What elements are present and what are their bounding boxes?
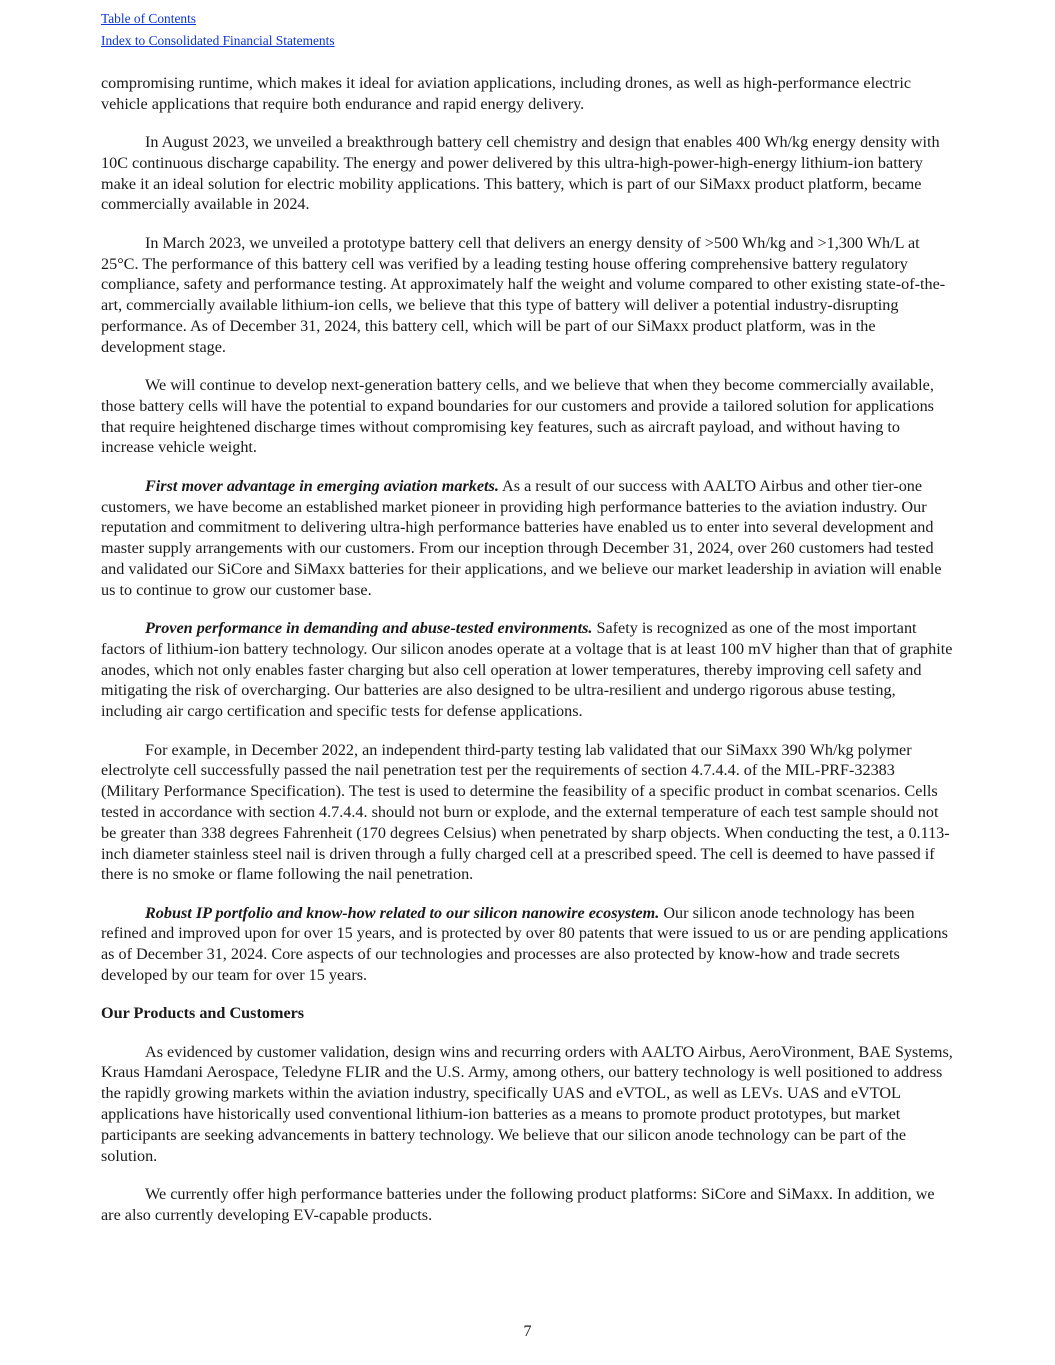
table-of-contents-link[interactable]: Table of Contents xyxy=(101,11,197,26)
paragraph-customer-validation: As evidenced by customer validation, design wins and recurring orders with AALTO Airbus, AeroVironment, BAE Systems, Kraus Hamdani Aerospace, Teledyne FLIR and the U.S. Army, among others, our battery technology is well positioned to address the rapidly growing markets within the aviation industry, specifically UAS and eVTOL, as well as LEVs. UAS and eVTOL applications have historically used conventional lithium-ion batteries as a means to promote product prototypes, but market participants are seeking advancements in battery technology. We believe that our silicon anode technology can be part of the solution. xyxy=(101,1042,953,1165)
paragraph-lead-ip-portfolio: Robust IP portfolio and know-how related to our silicon nanowire ecosystem. xyxy=(145,903,660,922)
paragraph-proven-performance xyxy=(101,618,957,722)
paragraph-next-generation: We will continue to develop next-generation battery cells, and we believe that when they become commercially available, those battery cells will have the potential to expand boundaries for our customers and provide a tailored solution for applications that require heightened discharge times without compromising key features, such as aircraft payload, and without having to increase vehicle weight. xyxy=(101,376,934,457)
paragraph-ip-portfolio xyxy=(101,903,957,986)
paragraph-first-mover xyxy=(101,476,957,601)
paragraph-march-2023: In March 2023, we unveiled a prototype battery cell that delivers an energy density of >500 Wh/kg and >1,300 Wh/L at 25°C. The performance of this battery cell was verified by a leading testing house offering comprehensive battery regulatory compliance, safety and performance testing. At approximately half the weight and volume compared to other existing state-of-the-art, commercially available lithium-ion cells, we believe that this type of battery will deliver a potential industry-disrupting performance. As of December 31, 2024, this battery cell, which will be part of our SiMaxx product platform, was in the development stage. xyxy=(101,233,946,356)
paragraph-lead-proven-performance: Proven performance in demanding and abuse-tested environments. xyxy=(145,619,593,638)
navigation-links xyxy=(101,8,335,51)
paragraph-body-first-mover: As a result of our success with AALTO Airbus and other tier-one customers, we have become an established market pioneer in providing high performance batteries to the aviation industry. Our reputation and commitment to delivering ultra-high performance batteries have enabled us to enter into several development and master supply arrangements with our customers. From our inception through December 31, 2024, over 260 customers had tested and validated our SiCore and SiMaxx batteries for their applications, and we believe our market leadership in aviation will enable us to continue to grow our customer base. xyxy=(101,476,942,599)
paragraph-body-proven-performance: Safety is recognized as one of the most important factors of lithium-ion battery technology. Our silicon anodes operate at a voltage that is at least 100 mV higher than that of graphite anodes, which not only enables faster charging but also cell operation at lower temperatures, thereby improving cell safety and mitigating the risk of overcharging. Our batteries are also designed to be ultra-resilient and undergo rigorous abuse testing, including air cargo certification and specific tests for defense applications. xyxy=(101,619,953,721)
page-number: 7 xyxy=(523,1323,532,1340)
document-body xyxy=(101,73,957,1243)
section-heading-products-customers: Our Products and Customers xyxy=(101,1004,305,1023)
paragraph-continuation: compromising runtime, which makes it ideal for aviation applications, including drones, as well as high-performance electric vehicle applications that require both endurance and rapid energy delivery. xyxy=(101,74,912,113)
paragraph-nail-test: For example, in December 2022, an independent third-party testing lab validated that our SiMaxx 390 Wh/kg polymer electrolyte cell successfully passed the nail penetration test per the requirements of section 4.7.4.4. of the MIL-PRF-32383 (Military Performance Specification). The test is used to determine the feasibility of a specific product in combat scenarios. Cells tested in accordance with section 4.7.4.4. should not burn or explode, and the external temperature of each test sample should not be greater than 338 degrees Fahrenheit (170 degrees Celsius) when penetrated by sharp objects. When conducting the test, a 0.113-inch diameter stainless steel nail is driven through a fully charged cell at a prescribed speed. The cell is deemed to have passed if there is no smoke or flame following the nail penetration. xyxy=(101,740,950,884)
paragraph-august-2023: In August 2023, we unveiled a breakthrough battery cell chemistry and design that enables 400 Wh/kg energy density with 10C continuous discharge capability. The energy and power delivered by this ultra-high-power-high-energy lithium-ion battery make it an ideal solution for electric mobility applications. This battery, which is part of our SiMaxx product platform, became commercially available in 2024. xyxy=(101,133,940,214)
paragraph-product-platforms: We currently offer high performance batteries under the following product platforms: SiCore and SiMaxx. In addition, we are also currently developing EV-capable products. xyxy=(101,1184,935,1224)
paragraph-lead-first-mover: First mover advantage in emerging aviation markets. xyxy=(145,476,499,495)
financial-statements-index-link[interactable]: Index to Consolidated Financial Statements xyxy=(101,32,335,48)
paragraph-body-ip-portfolio: Our silicon anode technology has been refined and improved upon for over 15 years, and is protected by over 80 patents that were issued to us or are pending applications as of December 31, 2024. Core aspects of our technologies and processes are also protected by know-how and trade secrets developed by our team for over 15 years. xyxy=(101,903,948,984)
